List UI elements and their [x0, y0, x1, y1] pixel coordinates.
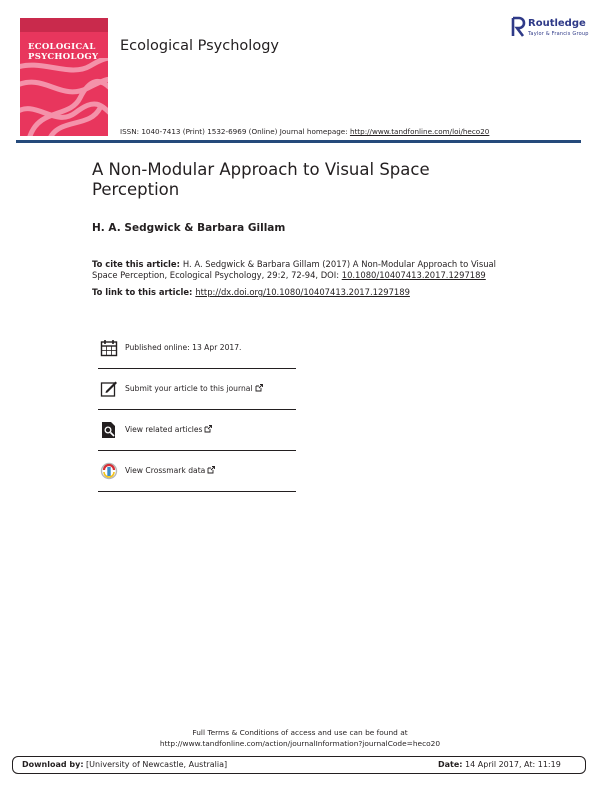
journal-cover-image [20, 18, 108, 136]
terms-url[interactable]: http://www.tandfonline.com/action/journalInformation?journalCode=heco20 [159, 739, 441, 748]
published-online-row [98, 333, 296, 363]
download-date-value: 14 April 2017, At: 11:19 [462, 760, 561, 769]
issn-line [120, 127, 489, 136]
related-articles-link[interactable] [125, 425, 212, 434]
external-link-icon [207, 466, 215, 474]
downloaded-by [22, 760, 227, 769]
downloaded-by-value: [University of Newcastle, Australia] [83, 760, 228, 769]
cover-title-line2: PSYCHOLOGY [28, 52, 99, 62]
crossmark-row[interactable] [98, 456, 296, 486]
cover-title-line1: ECOLOGICAL [28, 42, 96, 52]
article-title-line1: A Non-Modular Approach to Visual Space [92, 160, 430, 179]
row-divider [98, 368, 296, 369]
submit-article-text[interactable]: Submit your article to this journal [125, 384, 253, 393]
header-divider [16, 140, 581, 143]
calendar-icon [100, 339, 118, 357]
cover-swirl-graphic [20, 58, 108, 136]
terms-line1: Full Terms & Conditions of access and use can be found at [192, 728, 408, 737]
article-link-block [92, 287, 410, 297]
journal-title[interactable]: Ecological Psychology [120, 38, 279, 54]
downloaded-by-label: Download by: [22, 760, 84, 769]
external-link-icon [255, 384, 263, 392]
download-date-label: Date: [438, 760, 463, 769]
article-title-line2: Perception [92, 180, 180, 199]
row-divider [98, 450, 296, 451]
edit-pencil-icon [100, 380, 118, 398]
article-link-label: To link to this article: [92, 287, 196, 297]
row-divider [98, 491, 296, 492]
related-articles-row[interactable] [98, 415, 296, 445]
related-articles-search-icon [100, 421, 118, 439]
journal-homepage-link[interactable]: http://www.tandfonline.com/loi/heco20 [349, 127, 490, 136]
download-date [438, 760, 561, 769]
article-doi-url[interactable]: http://dx.doi.org/10.1080/10407413.2017.1297189 [195, 287, 410, 297]
submit-article-link[interactable] [125, 384, 263, 393]
crossmark-text[interactable]: View Crossmark data [125, 466, 206, 475]
external-link-icon [204, 425, 212, 433]
citation-label: To cite this article: [92, 259, 183, 269]
related-articles-text[interactable]: View related articles [125, 425, 203, 434]
citation-doi-link[interactable]: 10.1080/10407413.2017.1297189 [341, 270, 486, 280]
cover-top-strip [20, 18, 108, 32]
citation-block [92, 259, 512, 281]
publisher-name: Routledge [528, 18, 586, 29]
submit-article-row[interactable] [98, 374, 296, 404]
publisher-tagline: Taylor & Francis Group [528, 31, 589, 37]
article-authors: H. A. Sedgwick & Barbara Gillam [92, 222, 286, 234]
crossmark-link[interactable] [125, 466, 215, 475]
crossmark-icon [100, 462, 118, 480]
article-title [92, 160, 512, 200]
row-divider [98, 409, 296, 410]
issn-text: ISSN: 1040-7413 (Print) 1532-6969 (Online) Journal homepage: [120, 127, 350, 136]
citation-text: H. A. Sedgwick & Barbara Gillam (2017) A Non-Modular Approach to Visual Space Perception, Ecological Psychology, 29:2, 72-94, DOI: [92, 259, 496, 280]
routledge-logo-icon [510, 16, 526, 38]
published-online-text: Published online: 13 Apr 2017. [125, 343, 242, 352]
